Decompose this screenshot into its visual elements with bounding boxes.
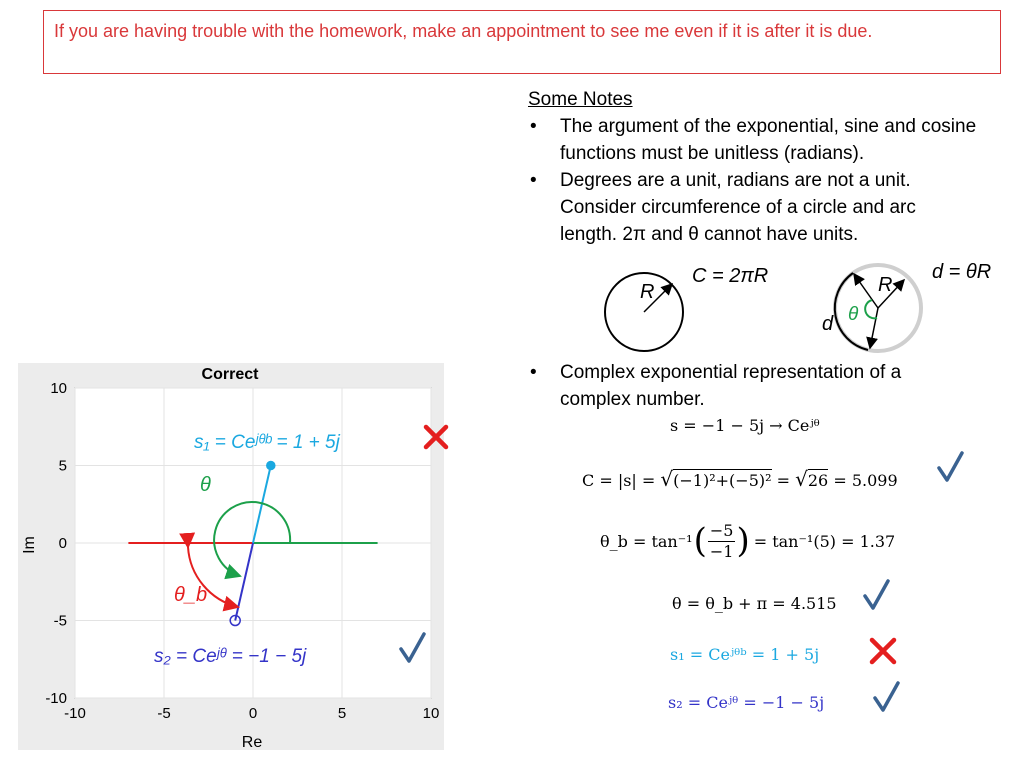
- s2-annotation: s₂ = Ceʲᶿ = −1 − 5j: [154, 646, 307, 667]
- y-axis-label: Im: [21, 536, 38, 554]
- fraction-numerator: −5: [709, 520, 734, 540]
- y-tick-label: -5: [53, 612, 67, 630]
- y-tick-label: 0: [58, 535, 67, 552]
- sqrt-radicand-2: 26: [807, 471, 829, 490]
- x-tick-label: 0: [248, 705, 258, 722]
- note-bullet-1: [528, 113, 990, 167]
- x-tick-label: -10: [64, 705, 86, 722]
- y-tick-label: -10: [45, 690, 67, 707]
- bullet-dot: •: [530, 362, 537, 383]
- check-icon: [862, 578, 892, 614]
- radius-label-2: R: [878, 274, 893, 296]
- paren-right: ): [736, 521, 750, 561]
- x-axis-label: Re: [241, 734, 263, 750]
- note-bullet-3-text: Complex exponential representation of a complex number.: [560, 362, 902, 410]
- magnitude-label: C = |s| =: [582, 471, 656, 490]
- derivation-line-1: s = −1 − 5j → Ceʲᶿ: [670, 416, 820, 435]
- theta-b-label: θ_b = tan⁻¹: [600, 531, 693, 551]
- bullet-dot: •: [530, 170, 537, 191]
- check-icon: [872, 680, 902, 716]
- derivation-line-2: [582, 467, 898, 491]
- paren-left: (: [693, 521, 707, 561]
- theta-annotation: θ: [200, 474, 211, 496]
- check-icon: [936, 450, 966, 486]
- x-tick-label: -5: [157, 705, 171, 722]
- derivation-line-4: θ = θ_b + π = 4.515: [672, 594, 837, 613]
- fraction: [708, 521, 736, 562]
- derivation-line-5: s₁ = Ceʲᶿᵇ = 1 + 5j: [670, 645, 820, 664]
- series-marker-2: [267, 462, 275, 470]
- theta-b-value: = tan⁻¹(5) = 1.37: [753, 531, 896, 551]
- derivation-line-3: [600, 516, 895, 566]
- bullet-dot: •: [530, 116, 537, 137]
- s1-annotation: s₁ = Ceʲᶿᵇ = 1 + 5j: [194, 432, 340, 453]
- cross-icon: [868, 636, 898, 666]
- note-bullet-3: [528, 359, 958, 413]
- x-tick-label: 10: [422, 705, 440, 722]
- chart-title: Correct: [201, 366, 259, 383]
- complex-plane-plot: [18, 363, 444, 750]
- x-tick-label: 5: [337, 705, 347, 722]
- complex-plane-figure: [18, 363, 444, 750]
- notes-section: [528, 86, 998, 248]
- homework-banner: [43, 10, 1001, 74]
- cross-icon: [422, 423, 450, 451]
- banner-text: If you are having trouble with the homework, make an appointment to see me even if it is after it is due.: [54, 21, 873, 41]
- notes-heading: Some Notes: [528, 89, 633, 110]
- y-tick-label: 5: [58, 457, 67, 475]
- circle-diagrams: [596, 258, 1016, 358]
- note-bullet-2-text: Degrees are a unit, radians are not a unit. Consider circumference of a circle and arc length. 2π and θ cannot have units.: [560, 170, 916, 245]
- note-bullet-2: [528, 167, 960, 248]
- arc-length-equation: d = θR: [932, 261, 992, 283]
- equals-sign: =: [776, 471, 791, 490]
- sqrt-symbol: √: [660, 467, 674, 491]
- fraction-denominator: −1: [709, 541, 734, 561]
- note-bullet-1-text: The argument of the exponential, sine and cosine functions must be unitless (radians).: [560, 116, 977, 164]
- angle-label: θ: [848, 304, 859, 325]
- arc-length-label: d: [822, 313, 834, 335]
- check-icon: [398, 631, 428, 667]
- derivation-line-6: s₂ = Ceʲᶿ = −1 − 5j: [668, 693, 825, 712]
- sqrt-symbol-2: √: [795, 467, 808, 491]
- circumference-equation: C = 2πR: [692, 265, 769, 287]
- y-tick-label: 10: [50, 380, 67, 397]
- magnitude-value: = 5.099: [833, 471, 898, 490]
- theta-b-annotation: θ_b: [174, 584, 208, 606]
- radius-label: R: [640, 281, 655, 303]
- sqrt-radicand: (−1)²+(−5)²: [673, 471, 772, 490]
